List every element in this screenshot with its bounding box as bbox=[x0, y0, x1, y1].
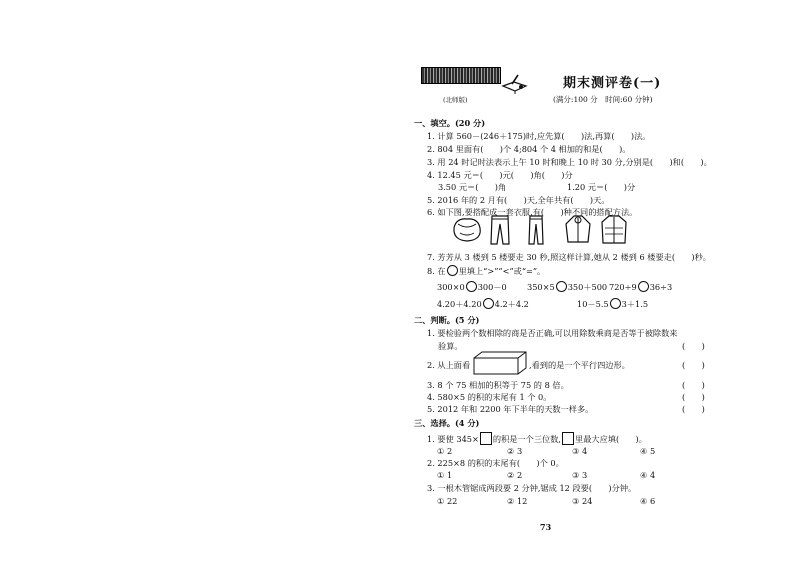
blank-square-icon[interactable] bbox=[562, 432, 574, 445]
s2-q1a: 1. 要检验两个数相除的商是否正确,可以用除数乘商是否等于被除数来 bbox=[427, 328, 678, 338]
compare-circle-icon bbox=[447, 265, 458, 276]
compare-2: 350×5 350＋500 bbox=[527, 282, 608, 292]
compare-circle-icon[interactable] bbox=[610, 298, 621, 309]
coat-icon-2 bbox=[600, 214, 628, 246]
page-number: 73 bbox=[540, 522, 552, 532]
s1-q8: 8. 在 里填上“>”“<”或“=”。 bbox=[427, 266, 546, 276]
s3-q1-opt4[interactable]: ④ 5 bbox=[640, 446, 656, 456]
s3-q2-opt1[interactable]: ① 1 bbox=[437, 470, 453, 480]
section1-heading: 一、填空。(20 分) bbox=[414, 118, 486, 128]
judge-paren-1[interactable]: ( ) bbox=[682, 341, 705, 351]
s3-q1-opt1[interactable]: ① 2 bbox=[437, 446, 453, 456]
s1-q6: 6. 如下图,要搭配成一套衣服,有( )种不同的搭配方法。 bbox=[427, 207, 638, 217]
s3-q2-opt2[interactable]: ② 2 bbox=[507, 470, 523, 480]
compare-4: 4.20＋4.20 4.2＋4.2 bbox=[437, 299, 529, 309]
s3-q1-opt2[interactable]: ② 3 bbox=[507, 446, 523, 456]
blank-square-icon[interactable] bbox=[480, 432, 492, 445]
s2-q3: 3. 8 个 75 相加的积等于 75 的 8 倍。 bbox=[427, 380, 569, 390]
s3-q2: 2. 225×8 的积的末尾有( )个 0。 bbox=[427, 458, 564, 468]
s1-q2: 2. 804 里面有( )个 4;804 个 4 相加的和是( )。 bbox=[427, 144, 631, 154]
coat-icon-1 bbox=[564, 214, 592, 246]
s3-q1-opt3[interactable]: ③ 4 bbox=[572, 446, 588, 456]
s2-q2b: ,看到的是一个平行四边形。 bbox=[529, 360, 630, 370]
compare-1: 300×0 300－0 bbox=[437, 282, 507, 292]
section3-heading: 三、选择。(4 分) bbox=[414, 418, 480, 428]
s3-q1: 1. 要使 345× 的积是一个三位数, 里最大应填( )。 bbox=[427, 434, 647, 444]
s1-q3: 3. 用 24 时记时法表示上午 10 时和晚上 10 时 30 分,分别是( )和( )。 bbox=[427, 157, 712, 167]
s3-q3: 3. 一根木管锯成两段要 2 分钟,锯成 12 段要( )分钟。 bbox=[427, 483, 637, 493]
s3-q2-opt4[interactable]: ④ 4 bbox=[640, 470, 656, 480]
banner-logo bbox=[421, 67, 501, 84]
s3-q2-opt3[interactable]: ③ 3 bbox=[572, 470, 588, 480]
score-time-info: (满分:100 分 时间:60 分钟) bbox=[553, 95, 653, 104]
compare-circle-icon[interactable] bbox=[556, 281, 567, 292]
compare-5: 10－5.5 3＋1.5 bbox=[577, 299, 649, 309]
trousers-icon-1 bbox=[489, 214, 511, 246]
compare-circle-icon[interactable] bbox=[466, 281, 477, 292]
page-title: 期末测评卷(一) bbox=[563, 76, 662, 91]
judge-paren-4[interactable]: ( ) bbox=[682, 392, 705, 402]
s2-q2a: 2. 从上面看 bbox=[427, 360, 471, 370]
s3-q3-opt3[interactable]: ③ 24 bbox=[572, 496, 593, 506]
s1-q5: 5. 2016 年的 2 月有( )天,全年共有( )天。 bbox=[427, 195, 610, 205]
s2-q4: 4. 580×5 的积的末尾有 1 个 0。 bbox=[427, 392, 552, 402]
jacket-bundle-icon bbox=[450, 214, 484, 244]
compare-circle-icon[interactable] bbox=[638, 281, 649, 292]
judge-paren-3[interactable]: ( ) bbox=[682, 380, 705, 390]
compare-3: 720÷9 36÷3 bbox=[609, 282, 673, 292]
s2-q5: 5. 2012 年和 2200 年下半年的天数一样多。 bbox=[427, 404, 594, 414]
judge-paren-5[interactable]: ( ) bbox=[682, 404, 705, 414]
s1-q4c: 1.20 元＝( )分 bbox=[567, 182, 636, 192]
s1-q7: 7. 芳芳从 3 楼到 5 楼要走 30 秒,照这样计算,她从 2 楼到 6 楼要走( )秒。 bbox=[427, 252, 711, 262]
s2-q1b: 验算。 bbox=[438, 341, 463, 351]
s3-q3-opt2[interactable]: ② 12 bbox=[507, 496, 528, 506]
trousers-icon-2 bbox=[526, 214, 546, 246]
s3-q3-opt4[interactable]: ④ 6 bbox=[640, 496, 656, 506]
judge-paren-2[interactable]: ( ) bbox=[682, 360, 705, 370]
cuboid-figure bbox=[472, 350, 528, 376]
compare-circle-icon[interactable] bbox=[483, 298, 494, 309]
section2-heading: 二、判断。(5 分) bbox=[414, 315, 480, 325]
book-pen-icon bbox=[500, 72, 530, 96]
s1-q4a: 4. 12.45 元＝( )元( )角( )分 bbox=[427, 170, 573, 180]
edition-label: (北师版) bbox=[443, 96, 468, 104]
s3-q3-opt1[interactable]: ① 22 bbox=[437, 496, 458, 506]
s1-q1: 1. 计算 560－(246＋175)时,应先算( )法,再算( )法。 bbox=[427, 131, 651, 141]
s1-q4b: 3.50 元＝( )角 bbox=[438, 182, 507, 192]
